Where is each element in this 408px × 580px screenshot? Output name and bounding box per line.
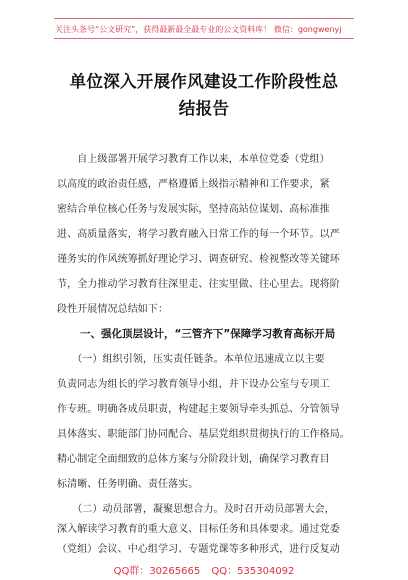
section-heading: 一、强化顶层设计，“三管齐下”保障学习教育高标开局 [80, 328, 336, 340]
paragraph-line: 负责同志为组长的学习教育领导小组，并下设办公室与专项工 [57, 379, 330, 390]
intro-line: 谨务实的作风统筹抓好理论学习、调查研究、检视整改等关键环 [57, 254, 340, 265]
paragraph-line: （二）动员部署，凝聚思想合力。及时召开动员部署大会， [57, 504, 335, 515]
paragraph-line: （一）组织引领，压实责任链条。本单位迅速成立以主要 [57, 354, 325, 365]
document-title [60, 68, 348, 122]
banner-bottom-rule [54, 38, 354, 39]
intro-line: 段性开展情况总结如下： [57, 304, 169, 315]
paragraph-line: 标清晰、任务明确、责任落实。 [57, 479, 199, 490]
intro-line: 自上级部署开展学习教育工作以来，本单位党委（党组） [57, 154, 330, 165]
intro-line: 进、高质量落实，将学习教育融入日常工作的每一个环节。以严 [57, 229, 340, 240]
footer-qq: QQ：535304092 [211, 566, 295, 577]
paragraph-line: 深入解读学习教育的重大意义、目标任务和具体要求。通过党委 [57, 524, 340, 535]
title-line-2: 结报告 [178, 99, 230, 118]
paragraph-line: 作专班。明确各成员职责，构建起主要领导牵头抓总、分管领导 [57, 404, 340, 415]
paragraph-line: 具体落实、职能部门协同配合、基层党组织贯彻执行的工作格局。 [57, 429, 350, 440]
intro-line: 以高度的政治责任感，严格遵循上级指示精神和工作要求，紧 [57, 179, 330, 190]
paragraph-line: （党组）会议、中心组学习、专题党课等多种形式，进行反复动 [57, 544, 340, 555]
banner-text: 关注头条号“公文研究”，获得最新最全最专业的公文资料库！ 微信：gongwenyj [55, 25, 342, 34]
intro-line: 密结合单位核心任务与发展实际，坚持高站位谋划、高标准推 [57, 204, 330, 215]
footer-qq-group: QQ群：30265665 [113, 566, 201, 577]
intro-line: 节，全力推动学习教育往深里走、往实里做、往心里去。现将阶 [57, 279, 340, 290]
footer-contact [0, 562, 408, 577]
banner-top-rule [54, 18, 354, 19]
title-line-1: 单位深入开展作风建设工作阶段性总 [69, 72, 339, 91]
paragraph-line: 精心制定全面细致的总体方案与分阶段计划，确保学习教育目 [57, 454, 330, 465]
top-banner [0, 0, 408, 44]
